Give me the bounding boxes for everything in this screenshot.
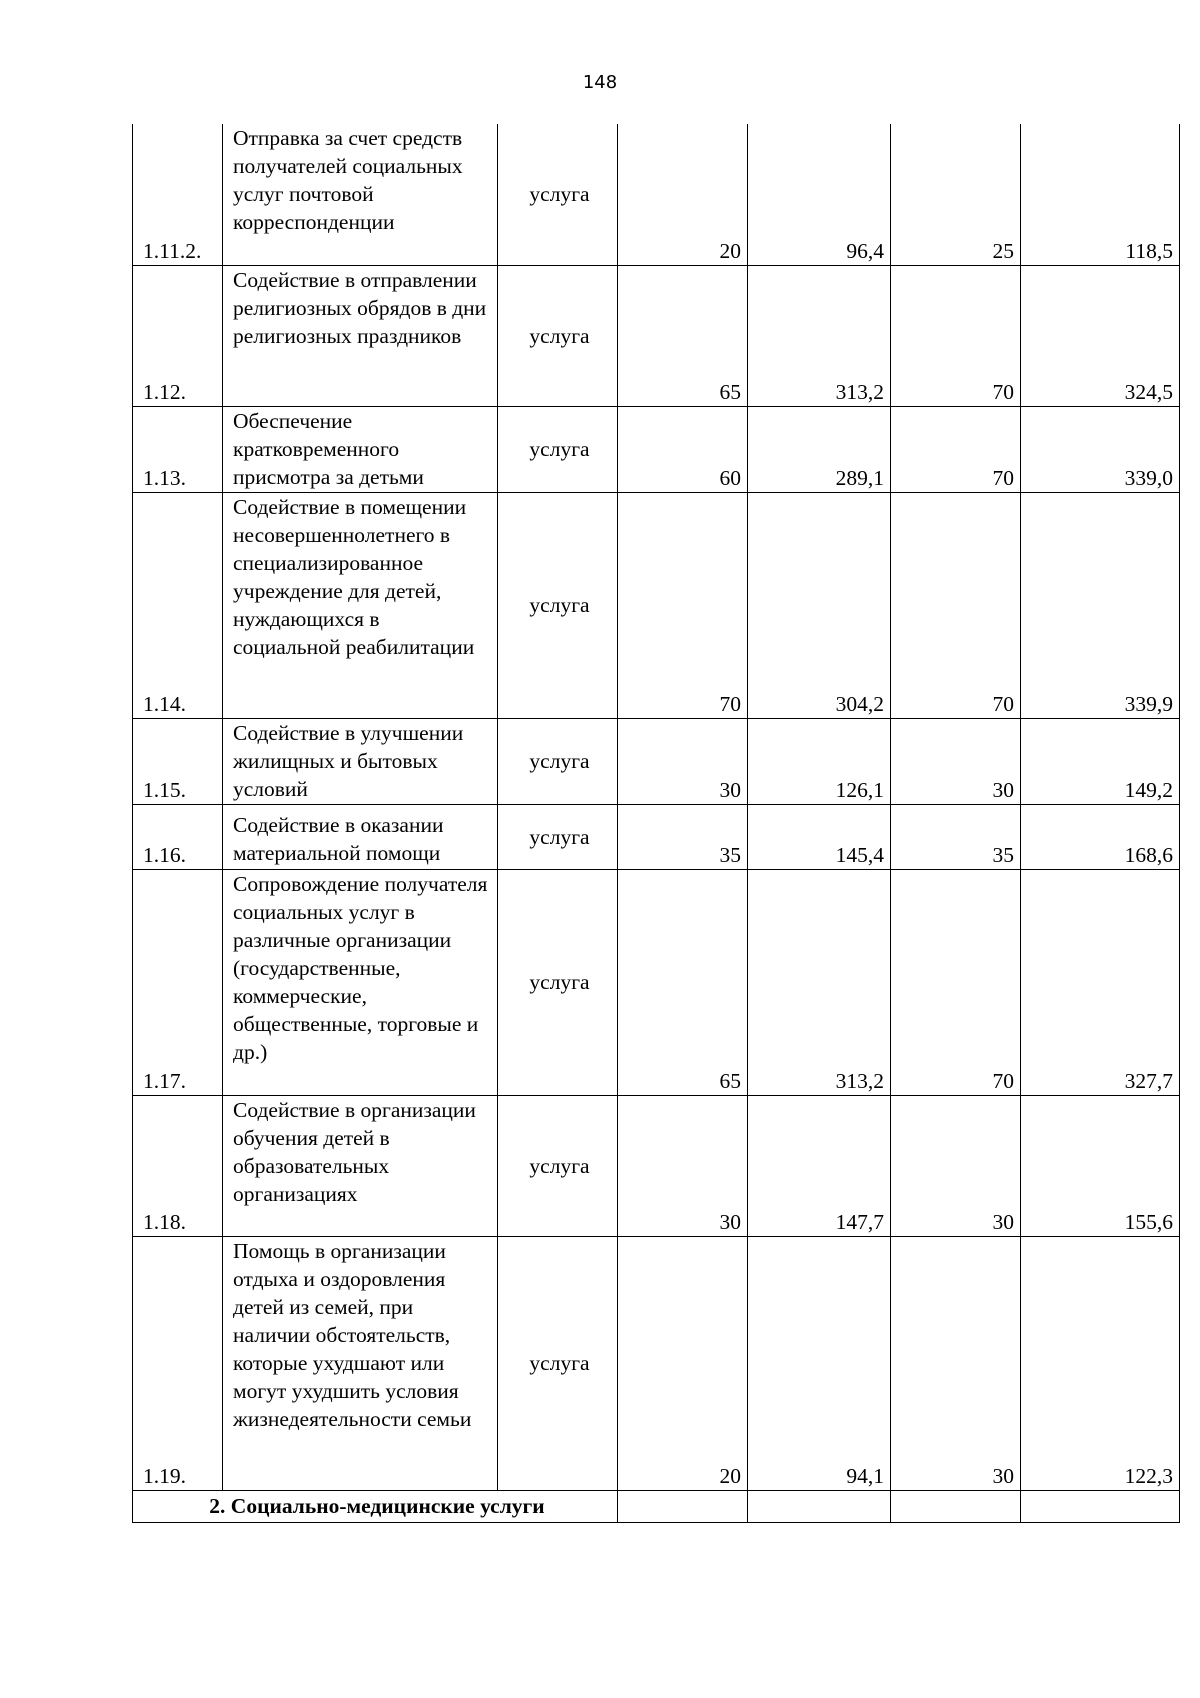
value-3: 30	[891, 718, 1021, 804]
value-4: 122,3	[1021, 1236, 1180, 1490]
value-2: 126,1	[748, 718, 891, 804]
value-2: 304,2	[748, 492, 891, 718]
service-name: Содействие в улучшении жилищных и бытовых условий	[223, 718, 498, 804]
service-name: Содействие в организации обучения детей в образовательных организациях	[223, 1095, 498, 1236]
value-1: 65	[618, 265, 748, 406]
services-table	[132, 124, 1180, 1523]
unit: услуга	[498, 265, 618, 406]
row-number: 1.17.	[133, 869, 223, 1095]
row-number: 1.19.	[133, 1236, 223, 1490]
row-number: 1.15.	[133, 718, 223, 804]
value-2: 96,4	[748, 124, 891, 265]
value-4: 168,6	[1021, 804, 1180, 869]
value-2: 289,1	[748, 406, 891, 492]
table-row	[133, 406, 1180, 492]
value-3: 35	[891, 804, 1021, 869]
value-1: 30	[618, 1095, 748, 1236]
empty-cell	[1021, 1490, 1180, 1522]
value-1: 20	[618, 1236, 748, 1490]
value-4: 339,9	[1021, 492, 1180, 718]
service-name: Содействие в помещении несовершеннолетнего в специализированное учреждение для детей, нуждающихся в социальной реабилитации	[223, 492, 498, 718]
value-1: 30	[618, 718, 748, 804]
service-name: Отправка за счет средств получателей социальных услуг почтовой корреспонденции	[223, 124, 498, 265]
value-4: 324,5	[1021, 265, 1180, 406]
service-name: Содействие в оказании материальной помощи	[223, 804, 498, 869]
unit: услуга	[498, 869, 618, 1095]
value-1: 70	[618, 492, 748, 718]
value-3: 30	[891, 1236, 1021, 1490]
value-4: 339,0	[1021, 406, 1180, 492]
table-row	[133, 124, 1180, 265]
empty-cell	[891, 1490, 1021, 1522]
unit: услуга	[498, 406, 618, 492]
row-number: 1.14.	[133, 492, 223, 718]
value-4: 327,7	[1021, 869, 1180, 1095]
value-3: 70	[891, 869, 1021, 1095]
service-name: Обеспечение кратковременного присмотра за детьми	[223, 406, 498, 492]
service-name: Содействие в отправлении религиозных обрядов в дни религиозных праздников	[223, 265, 498, 406]
value-3: 70	[891, 406, 1021, 492]
table-row	[133, 265, 1180, 406]
table-row	[133, 804, 1180, 869]
value-2: 313,2	[748, 869, 891, 1095]
row-number: 1.18.	[133, 1095, 223, 1236]
table-row	[133, 718, 1180, 804]
unit: услуга	[498, 804, 618, 869]
service-name: Сопровождение получателя социальных услуг в различные организации (государственные, коммерческие, общественные, торговые и др.)	[223, 869, 498, 1095]
unit: услуга	[498, 124, 618, 265]
value-1: 60	[618, 406, 748, 492]
row-number: 1.12.	[133, 265, 223, 406]
unit: услуга	[498, 1236, 618, 1490]
value-4: 149,2	[1021, 718, 1180, 804]
empty-cell	[748, 1490, 891, 1522]
section-title: 2. Социально-медицинские услуги	[133, 1490, 618, 1522]
row-number: 1.13.	[133, 406, 223, 492]
value-3: 70	[891, 492, 1021, 718]
value-3: 25	[891, 124, 1021, 265]
row-number: 1.16.	[133, 804, 223, 869]
value-3: 70	[891, 265, 1021, 406]
value-4: 118,5	[1021, 124, 1180, 265]
service-name: Помощь в организации отдыха и оздоровления детей из семей, при наличии обстоятельств, которые ухудшают или могут ухудшить условия жизнедеятельности семьи	[223, 1236, 498, 1490]
value-2: 313,2	[748, 265, 891, 406]
table-row	[133, 1095, 1180, 1236]
unit: услуга	[498, 492, 618, 718]
value-3: 30	[891, 1095, 1021, 1236]
value-4: 155,6	[1021, 1095, 1180, 1236]
value-2: 147,7	[748, 1095, 891, 1236]
value-1: 65	[618, 869, 748, 1095]
table-row	[133, 869, 1180, 1095]
row-number: 1.11.2.	[133, 124, 223, 265]
empty-cell	[618, 1490, 748, 1522]
unit: услуга	[498, 1095, 618, 1236]
value-2: 145,4	[748, 804, 891, 869]
value-1: 20	[618, 124, 748, 265]
page-number: 148	[582, 72, 618, 93]
section-header-row	[133, 1490, 1180, 1522]
table-row	[133, 492, 1180, 718]
value-2: 94,1	[748, 1236, 891, 1490]
unit: услуга	[498, 718, 618, 804]
value-1: 35	[618, 804, 748, 869]
table-row	[133, 1236, 1180, 1490]
